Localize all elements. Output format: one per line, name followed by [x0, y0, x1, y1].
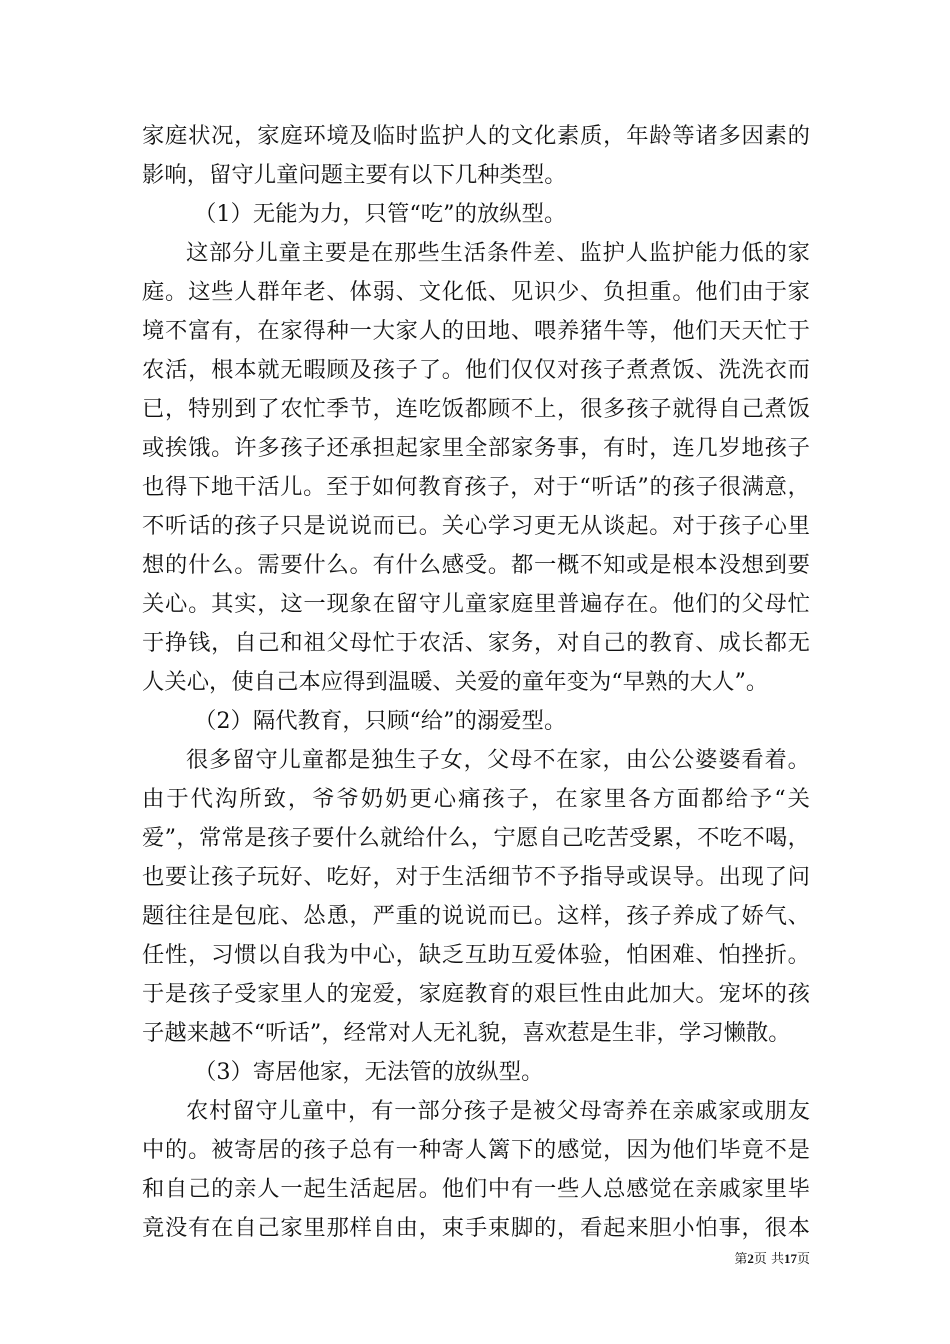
- text-line: 不听话的孩子只是说说而已。关心学习更无从谈起。对于孩子心里: [142, 513, 810, 539]
- text-line: 中的。被寄居的孩子总有一种寄人篱下的感觉，因为他们毕竟不是: [142, 1137, 810, 1163]
- text-line: 竟没有在自己家里那样自由，束手束脚的，看起来胆小怕事，很本: [142, 1215, 810, 1241]
- paragraph-first-line: 农村留守儿童中，有一部分孩子是被父母寄养在亲戚家或朋友: [186, 1098, 810, 1124]
- section-heading-3: （3）寄居他家，无法管的放纵型。: [194, 1059, 544, 1085]
- text-line: 关心。其实，这一现象在留守儿童家庭里普遍存在。他们的父母忙: [142, 591, 810, 617]
- current-page-number: 2: [747, 1251, 754, 1266]
- text-line: 题往往是包庇、怂恿，严重的说说而已。这样，孩子养成了娇气、: [142, 903, 810, 929]
- text-line: 也要让孩子玩好、吃好，对于生活细节不予指导或误导。出现了问: [142, 864, 810, 890]
- text-line: 任性，习惯以自我为中心，缺乏互助互爱体验，怕困难、怕挫折。: [142, 942, 810, 968]
- total-pages-number: 17: [783, 1251, 797, 1266]
- footer-prefix: 第: [734, 1252, 748, 1267]
- text-line: 子越来越不“听话”，经常对人无礼貌，喜欢惹是生非，学习懒散。: [142, 1020, 791, 1046]
- section-heading-1: （1）无能为力，只管“吃”的放纵型。: [194, 201, 567, 227]
- text-line: 由于代沟所致，爷爷奶奶更心痛孩子，在家里各方面都给予“关: [142, 786, 810, 812]
- paragraph-first-line: 很多留守儿童都是独生子女，父母不在家，由公公婆婆看着。: [186, 747, 810, 773]
- text-line: 家庭状况，家庭环境及临时监护人的文化素质，年龄等诸多因素的: [142, 123, 810, 149]
- text-line: 于是孩子受家里人的宠爱，家庭教育的艰巨性由此加大。宠坏的孩: [142, 981, 810, 1007]
- text-line: 影响，留守儿童问题主要有以下几种类型。: [142, 162, 567, 188]
- text-line: 已，特别到了农忙季节，连吃饭都顾不上，很多孩子就得自己煮饭: [142, 396, 810, 422]
- text-line: 境不富有，在家得种一大家人的田地、喂养猪牛等，他们天天忙于: [142, 318, 810, 344]
- paragraph-first-line: 这部分儿童主要是在那些生活条件差、监护人监护能力低的家: [186, 240, 810, 266]
- text-line: 或挨饿。许多孩子还承担起家里全部家务事，有时，连几岁地孩子: [142, 435, 810, 461]
- text-line: 爱”，常常是孩子要什么就给什么，宁愿自己吃苦受累，不吃不喝，: [142, 825, 810, 851]
- section-heading-2: （2）隔代教育，只顾“给”的溺爱型。: [194, 708, 567, 734]
- text-line: 人关心，使自己本应得到温暖、关爱的童年变为“早熟的大人”。: [142, 669, 769, 695]
- text-line: 农活，根本就无暇顾及孩子了。他们仅仅对孩子煮煮饭、洗洗衣而: [142, 357, 810, 383]
- text-line: 想的什么。需要什么。有什么感受。都一概不知或是根本没想到要: [142, 552, 810, 578]
- text-line: 庭。这些人群年老、体弱、文化低、见识少、负担重。他们由于家: [142, 279, 810, 305]
- text-line: 于挣钱，自己和祖父母忙于农活、家务，对自己的教育、成长都无: [142, 630, 810, 656]
- text-line: 也得下地干活儿。至于如何教育孩子，对于“听话”的孩子很满意，: [142, 474, 810, 500]
- page-number-footer: [600, 1250, 810, 1269]
- text-line: 和自己的亲人一起生活起居。他们中有一些人总感觉在亲戚家里毕: [142, 1176, 810, 1202]
- footer-suffix: 页: [796, 1252, 810, 1267]
- footer-middle: 页 共: [753, 1252, 784, 1267]
